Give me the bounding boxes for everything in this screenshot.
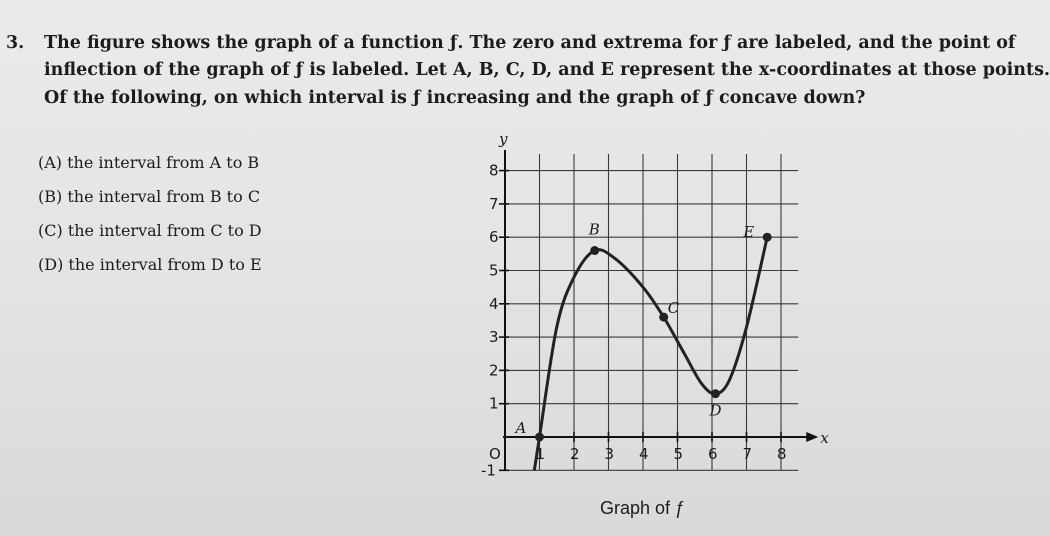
point-label-e: E xyxy=(743,223,755,242)
y-tick-label: 2 xyxy=(489,361,499,380)
point-label-a: A xyxy=(515,419,527,437)
y-tick-label: 8 xyxy=(489,161,499,180)
graph-curve xyxy=(534,237,767,470)
y-axis-label: y xyxy=(499,129,508,148)
point-label-c: C xyxy=(667,299,680,318)
x-axis-arrow xyxy=(806,432,818,442)
choice-d[interactable]: (D) the interval from D to E xyxy=(38,255,262,274)
choice-a[interactable]: (A) the interval from A to B xyxy=(38,153,260,172)
y-tick-label: 6 xyxy=(489,228,499,247)
x-tick-label: 1 xyxy=(535,445,546,463)
x-tick-label: 8 xyxy=(777,445,787,463)
point-label-d: D xyxy=(709,401,722,420)
question-text-line-2: inflection of the graph of ƒ is labeled. Let A, B, C, D, and E represent the x-coordinates at those points. xyxy=(44,60,1050,80)
origin-label: O xyxy=(489,445,501,463)
y-tick-label: 4 xyxy=(489,294,499,313)
point-e xyxy=(763,233,772,242)
y-tick-label: 5 xyxy=(489,261,499,280)
question-text-line-3: Of the following, on which interval is ƒ increasing and the graph of ƒ concave down? xyxy=(44,88,866,108)
point-label-b: B xyxy=(588,220,600,239)
question-number: 3. xyxy=(6,33,25,53)
x-axis-label: x xyxy=(820,429,829,447)
x-tick-label: 5 xyxy=(673,445,684,463)
point-b xyxy=(590,246,599,255)
x-tick-label: 2 xyxy=(570,445,580,463)
y-tick-label: 7 xyxy=(489,194,499,213)
x-tick-label: 7 xyxy=(742,445,753,463)
x-tick-label: 3 xyxy=(604,445,615,463)
y-tick-label: -1 xyxy=(481,461,496,480)
question-text-line-1: The figure shows the graph of a function ƒ. The zero and extrema for ƒ are labeled, and the point of xyxy=(44,33,1016,53)
y-tick-label: 3 xyxy=(489,328,499,347)
point-d xyxy=(711,389,720,398)
point-a xyxy=(535,433,544,442)
y-tick-label: 1 xyxy=(489,394,499,413)
x-tick-label: 6 xyxy=(708,445,718,463)
x-tick-label: 4 xyxy=(639,445,649,463)
choice-c[interactable]: (C) the interval from C to D xyxy=(38,221,262,240)
choice-b[interactable]: (B) the interval from B to C xyxy=(38,187,261,206)
graph-caption: Graph of ƒ xyxy=(600,498,686,518)
